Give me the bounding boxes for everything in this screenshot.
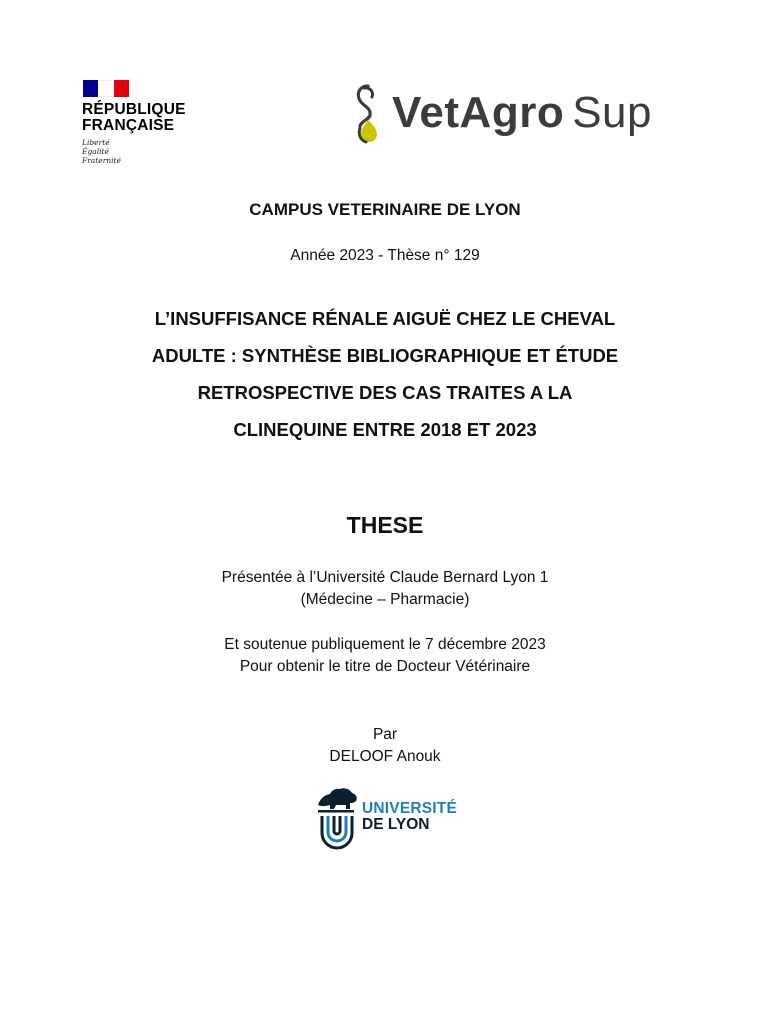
thesis-title-line: L’INSUFFISANCE RÉNALE AIGUË CHEZ LE CHEVAL — [154, 308, 616, 329]
republique-motto: Liberté Égalité Fraternité — [82, 138, 121, 165]
thesis-title-line: CLINEQUINE ENTRE 2018 ET 2023 — [233, 419, 537, 440]
presentation-line: Présentée à l’Université Claude Bernard Lyon 1 — [221, 569, 549, 586]
soutenance-line: Et soutenue publiquement le 7 décembre 2023 — [224, 636, 546, 653]
republique-francaise-name: RÉPUBLIQUE FRANÇAISE — [82, 101, 186, 134]
presentation-line: (Médecine – Pharmacie) — [300, 591, 470, 608]
thesis-title-line: RETROSPECTIVE DES CAS TRAITES A LA — [197, 382, 573, 403]
universite-de-lyon-logo — [316, 785, 466, 851]
soutenance-line: Pour obtenir le titre de Docteur Vétérinaire — [239, 658, 531, 675]
campus-name: CAMPUS VETERINAIRE DE LYON — [249, 200, 521, 219]
author-name: DELOOF Anouk — [329, 748, 441, 765]
thesis-title-line: ADULTE : SYNTHÈSE BIBLIOGRAPHIQUE ET ÉTUDE — [151, 345, 619, 366]
par-label: Par — [372, 726, 398, 743]
thesis-title — [0, 300, 770, 448]
vetagro-sup-wordmark: VetAgro Sup — [392, 88, 652, 137]
vetagro-sup-logo — [352, 82, 692, 144]
lion-icon — [316, 785, 358, 851]
these-heading: THESE — [346, 512, 424, 538]
year-thesis-number: Année 2023 - Thèse n° 129 — [290, 247, 480, 264]
french-flag-icon — [83, 80, 129, 97]
vetagro-drop-icon — [352, 82, 382, 144]
republique-francaise-logo — [82, 80, 202, 165]
universite-de-lyon-wordmark: UNIVERSITÉ DE LYON — [362, 800, 458, 833]
presentation-block — [0, 567, 770, 611]
author-block — [0, 724, 770, 768]
soutenance-block — [0, 634, 770, 678]
